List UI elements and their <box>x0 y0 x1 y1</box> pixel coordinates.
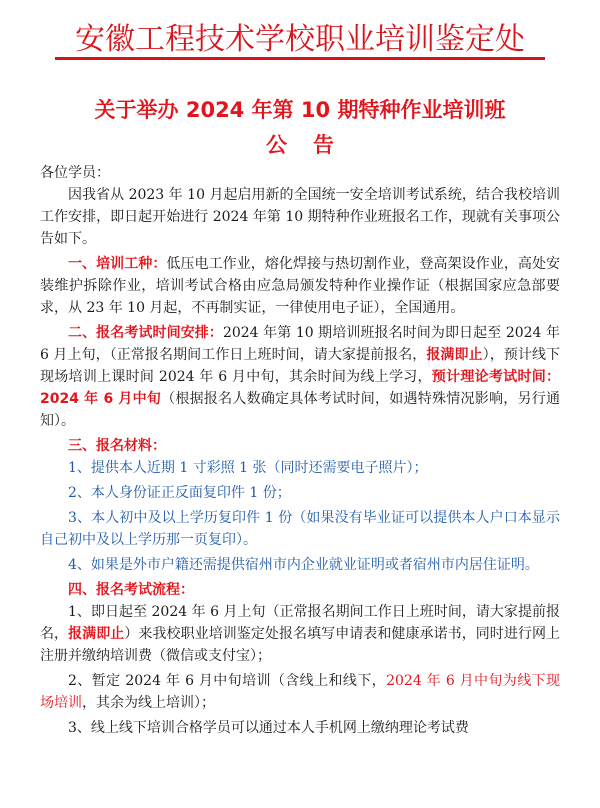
header-rule <box>55 57 545 60</box>
section-text: 低压电工作业，熔化焊接与热切割作业，登高架设作业，高处安装维护拆除作业，培训考试合格由应急局颁发特种作业操作证（根据国家应急部要求，从 23 年 10 月起，不再制实证，一律使用电子证），全国通用。 <box>40 256 561 316</box>
section-materials-heading <box>40 435 560 457</box>
section-heading: 三、报名材料： <box>68 438 166 454</box>
organization-name: 安徽工程技术学校职业培训鉴定处 <box>75 22 525 57</box>
section-heading: 二、报名考试时间安排： <box>68 325 223 341</box>
section-schedule <box>40 322 560 432</box>
notice-body <box>40 162 560 739</box>
list-item: 1、提供本人近期 1 寸彩照 1 张（同时还需要电子照片）； <box>68 460 428 476</box>
list-item: 4、如果是外市户籍还需提供宿州市内企业就业证明或者宿州市内居住证明。 <box>68 557 539 573</box>
notice-title: 关于举办 2024 年第 10 期特种作业培训班 <box>94 98 506 122</box>
list-item: 2、本人身份证正反面复印件 1 份； <box>68 485 291 501</box>
section-training-types <box>40 253 560 319</box>
section-text: 2024 年第 10 期培训班报名时间为即日起至 2024 年 6 月上旬，（正常报名期间工作日上班时间，请大家提前报名， <box>40 325 560 363</box>
section-process-heading <box>40 579 560 601</box>
list-item <box>40 601 560 667</box>
section-heading: 一、培训工种： <box>68 256 167 272</box>
highlight-text: 2024 年 6 月中旬为线下现场培训 <box>40 673 560 711</box>
highlight-text: 报满即止 <box>68 626 125 642</box>
list-item <box>40 670 560 714</box>
item-text: ，其余为线上培训）； <box>82 695 215 711</box>
letterhead <box>0 0 600 62</box>
section-text: ），预计线下现场培训上课时间 2024 年 6 月中旬，其余时间为线上学习， <box>40 347 561 385</box>
list-item: 3、本人初中及以上学历复印件 1 份（如果没有毕业证可以提供本人户口本显示自己初中及以上学历那一页复印）。 <box>40 510 560 548</box>
greeting: 各位学员： <box>40 165 110 181</box>
item-text: ）来我校职业培训鉴定处报名填写申请表和健康承诺书，同时进行网上注册并缴纳培训费（微信或支付宝）； <box>40 626 561 664</box>
intro-paragraph: 因我省从 2023 年 10 月起启用新的全国统一安全培训考试系统，结合我校培训工作安排，即日起开始进行 2024 年第 10 期特种作业班报名工作，现就有关事项公告如下。 <box>40 187 560 247</box>
highlight-text: 报满即止 <box>426 347 483 363</box>
section-heading: 四、报名考试流程： <box>68 582 194 598</box>
section-text: （根据报名人数确定具体考试时间，如遇特殊情况影响，另行通知）。 <box>40 391 561 429</box>
highlight-text: 预计理论考试时间：2024 年 6 月中旬 <box>40 369 561 407</box>
item-text: 2、暂定 2024 年 6 月中旬培训（含线上和线下， <box>68 673 387 689</box>
notice-subtitle: 公告 <box>266 133 360 157</box>
list-item: 3、线上线下培训合格学员可以通过本人手机网上缴纳理论考试费 <box>68 720 469 736</box>
item-text: 1、即日起至 2024 年 6 月上旬（正常报名期间工作日上班时间，请大家提前报名， <box>40 604 560 642</box>
